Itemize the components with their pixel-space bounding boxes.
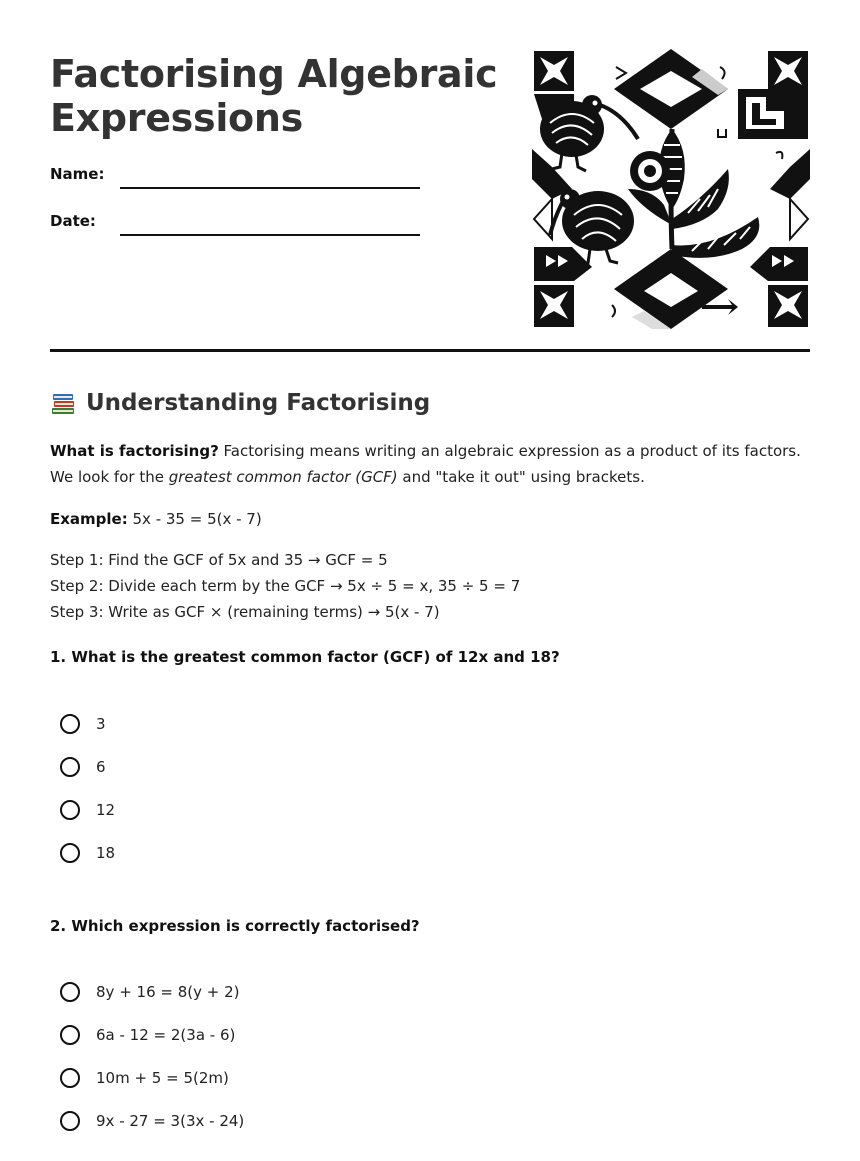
option-label: 9x - 27 = 3(3x - 24) [96,1112,245,1130]
radio-button[interactable] [60,1111,80,1131]
option-label: 10m + 5 = 5(2m) [96,1069,229,1087]
question-2-option-4[interactable] [60,1108,244,1134]
option-label: 18 [96,844,116,862]
date-line[interactable] [120,234,420,236]
intro-text-1: Factorising means writing an algebraic expression as a product of its factors. We look for the [50,442,801,486]
worksheet-header [50,0,810,352]
name-field[interactable] [50,165,470,189]
worksheet-page [50,0,810,1130]
step-3: Step 3: Write as GCF × (remaining terms) → 5(x - 7) [50,603,440,621]
name-line[interactable] [120,187,420,189]
option-label: 3 [96,715,106,733]
option-label: 6a - 12 = 2(3a - 6) [96,1026,236,1044]
books-icon [50,390,76,416]
radio-button[interactable] [60,1068,80,1088]
step-1: Step 1: Find the GCF of 5x and 35 → GCF = 5 [50,551,388,569]
question-2-option-3[interactable] [60,1065,229,1091]
intro-paragraph [50,438,810,490]
kiwi-fern-illustration [532,49,810,329]
question-2-prompt: 2. Which expression is correctly factorised? [50,917,420,935]
date-label: Date: [50,212,96,230]
radio-button[interactable] [60,800,80,820]
worksheet-title: Factorising Algebraic Expressions [50,52,498,140]
intro-lead: What is factorising? [50,442,219,460]
option-label: 8y + 16 = 8(y + 2) [96,983,240,1001]
question-1-prompt: 1. What is the greatest common factor (GCF) of 12x and 18? [50,648,560,666]
steps-block [50,547,810,625]
question-1-option-1[interactable] [60,711,106,737]
radio-button[interactable] [60,757,80,777]
question-1-option-3[interactable] [60,797,115,823]
example-text: 5x - 35 = 5(x - 7) [127,510,262,528]
example-label: Example: [50,510,128,528]
radio-button[interactable] [60,714,80,734]
intro-text-2: and "take it out" using brackets. [397,468,645,486]
radio-button[interactable] [60,1025,80,1045]
question-1-option-2[interactable] [60,754,106,780]
option-label: 12 [96,801,116,819]
section-title [50,390,430,416]
question-2-option-2[interactable] [60,1022,235,1048]
radio-button[interactable] [60,982,80,1002]
option-label: 6 [96,758,106,776]
question-2-option-1[interactable] [60,979,240,1005]
date-field[interactable] [50,212,470,236]
question-1-option-4[interactable] [60,840,115,866]
intro-emphasis: greatest common factor (GCF) [168,468,398,486]
step-2: Step 2: Divide each term by the GCF → 5x ÷ 5 = x, 35 ÷ 5 = 7 [50,577,521,595]
radio-button[interactable] [60,843,80,863]
name-label: Name: [50,165,105,183]
section-title-text: Understanding Factorising [86,390,431,416]
example-line [50,506,810,532]
